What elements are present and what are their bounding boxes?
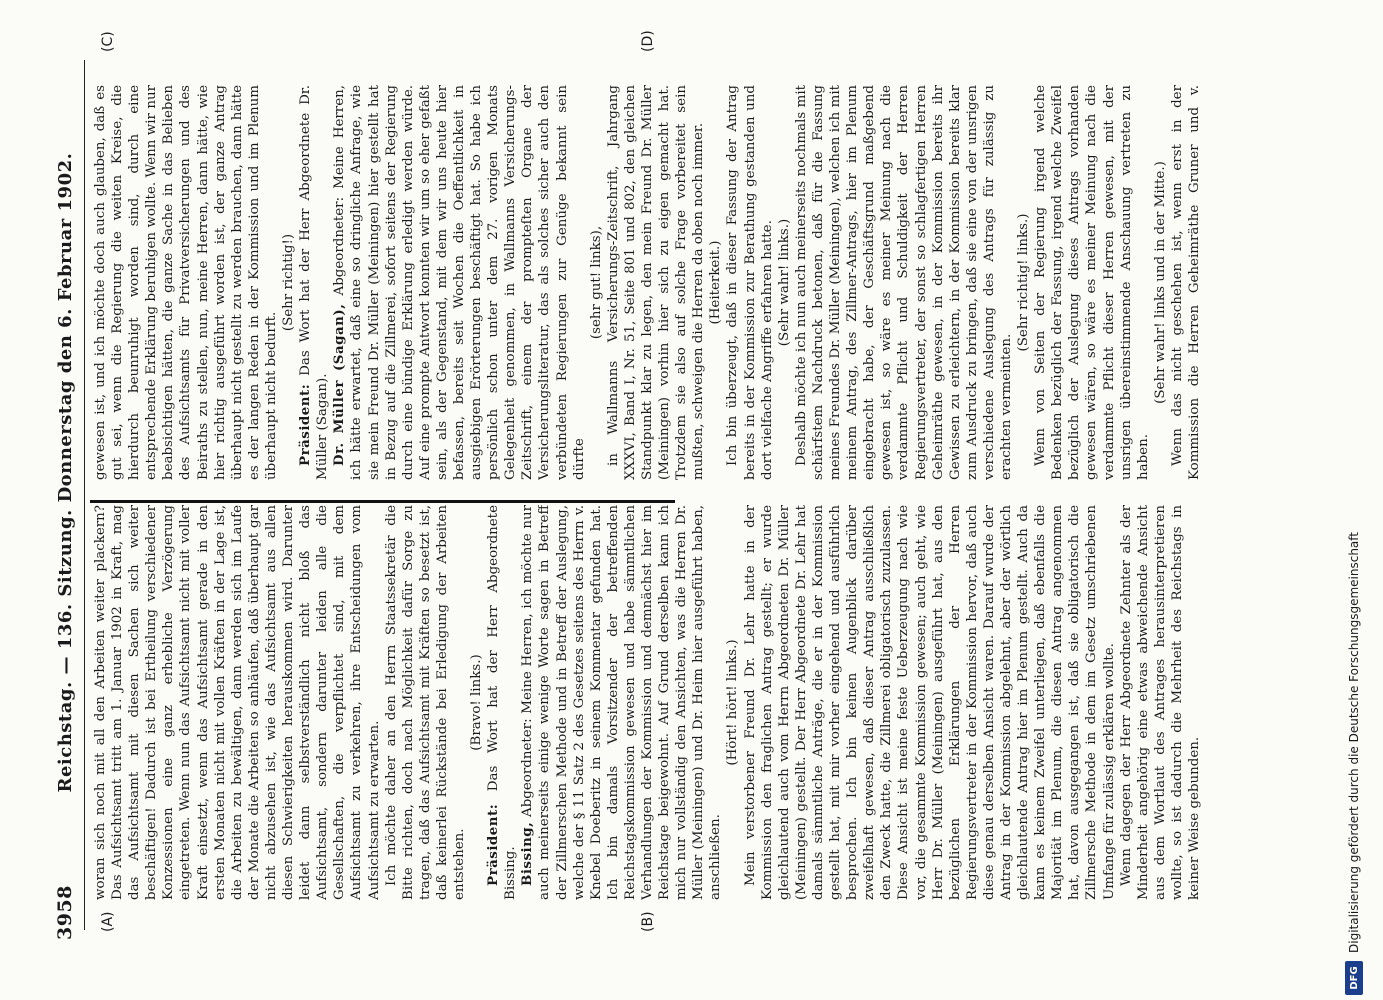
speaker-name: Dr. Müller (Sagan),	[331, 303, 348, 466]
applause-note: (Sehr richtig!)	[281, 233, 297, 332]
page-title: Reichstag. — 136. Sitzung. Donnerstag den 6. Februar 1902.	[54, 152, 76, 793]
margin-mark-c: (C)	[100, 31, 116, 52]
applause-note: (Sehr richtig! links.)	[1016, 213, 1032, 352]
paragraph: Mein verstorbener Freund Dr. Lehr hatte in der Kommission den fraglichen Antrag gestellt; er wurde gleichlautend auch vom Herrn Abgeordneten Dr. Müller (Meiningen) gestellt. Der Herr Abgeordnete Dr. Lehr hat damals sämmtliche Anträge, die er in der Kommission gestellt hat, mit mir vorher eingehend und ausführlich besprochen. Ich bin keinen Augenblick darüber zweifelhaft gewesen, daß dieser Antrag ausschließlich den Zweck hatte, die Zillmerei obligatorisch zuzulassen. Diese Ansicht ist meine feste Ueberzeugung nach wie vor, die gesammte Kommission gewesen; auch geht, wie Herr Dr. Müller (Meiningen) ausgeführt hat, aus den bezüglichen Erklärungen der Herren Regierungsvertreter in der Kommission hervor, daß auch diese genau derselben Ansicht waren. Darauf wurde der Antrag in der Kommission abgelehnt, aber der wörtlich gleichlautende Antrag hier im Plenum gestellt. Auch da kann es keinem Zweifel unterliegen, daß ebenfalls die Majorität im Plenum, die diesen Antrag angenommen hat, davon ausgegangen ist, daß sie obligatorisch die Zillmersche Methode in dem im Gesetz umschriebenen Umfange für zulässig erklären wollte.	[742, 505, 1117, 900]
speaker-name: Präsident:	[297, 383, 314, 466]
left-column	[92, 505, 1202, 900]
speaker-name: Bissing,	[519, 821, 536, 886]
paragraph: gewesen ist, und ich möchte doch auch glauben, daß es gut sei, wenn die Regierung die weiten Kreise, die hierdurch beunruhigt worden sind, durch eine entsprechende Erklärung beruhigen wollte. Wenn wir nur beabsichtigen hätten, die ganze Sache in das Belieben des Aufsichtsamts für Privatversicherungen und des Beiraths zu stellen, nun, meine Herren, dann hätte, wie hier richtig ausgeführt worden ist, der ganze Antrag überhaupt nicht gestellt zu werden brauchen, dann hätte es der langen Reden in der Kommission und im Plenum überhaupt nicht bedurft.	[93, 85, 279, 480]
right-column	[92, 85, 1202, 480]
page-number: 3958	[54, 885, 76, 940]
paragraph: Deshalb möchte ich nun auch meinerseits nochmals mit schärfstem Nachdruck betonen, daß für die Fassung meines Freundes Dr. Müller (Meiningen), welchen ich mit meinem Antrag, des Zillmer-Antrags, hier im Plenum eingebracht habe, der Geschäftsgrund maßgebend gewesen ist, so wäre es meiner Meinung nach die verdammte Pflicht und Schuldigkeit der Herren Regierungsvertreter, der sonst so schlagfertigen Herren Geheimräthe gewesen, in der Kommission bereits ihr Gewissen zu erleichtern, in der Kommission bereits klar zum Ausdruck zu bringen, daß sie eine von der unsrigen verschiedene Auslegung des Antrags für zulässig zu erachten vermeinten.	[793, 85, 1014, 480]
applause-note: (sehr gut! links),	[588, 225, 604, 340]
margin-mark-d: (D)	[640, 30, 656, 52]
digitization-note: Digitalisierung gefördert durch die Deutsche Forschungsgemeinschaft	[1347, 531, 1361, 953]
applause-note: (Sehr wahr! links.)	[776, 218, 792, 347]
dfg-logo: DFG	[1345, 961, 1363, 995]
margin-mark-b: (B)	[640, 911, 656, 932]
column-divider	[90, 500, 675, 503]
speech-text: Das Wort hat der Herr Abgeordnete Bissing.	[486, 505, 519, 900]
page-header	[40, 60, 90, 940]
paragraph: Wenn dagegen der Herr Abgeordnete Zehnter als der Minderheit angehörig eine etwas abweichende Ansicht aus dem Wortlaut des Antrages herausinterpretieren wollte, so ist dadurch die Mehrheit des Reichstags in keiner Weise gebunden.	[1118, 505, 1202, 900]
header-rule	[84, 60, 85, 930]
applause-note: (Hört! hört! links.)	[725, 639, 741, 766]
paragraph: Wenn das nicht geschehen ist, wenn erst in der Kommission die Herren Geheimräthe Gruner und v.	[1169, 85, 1202, 480]
paragraph: in Wallmanns Versicherungs-Zeitschrift, Jahrgang XXXVI, Band I, Nr. 51, Seite 801 und 802, den gleichen Standpunkt klar zu legen, den mein Freund Dr. Müller (Meiningen) vorhin hier sich zu eigen gemacht hat. Trotzdem sie also auf solche Frage vorbereitet sein mußten, schweigen die Herren da oben noch immer.	[605, 85, 707, 480]
speaker-name: Präsident:	[485, 803, 502, 886]
margin-mark-a: (A)	[100, 911, 116, 932]
paragraph: woran sich noch mit all den Arbeiten weiter plackern? Das Aufsichtsamt tritt am 1. Januar 1902 in Kraft, mag das Aufsichtsamt mit diesen Sachen sich weiter beschäftigen! Dadurch ist bei Ertheilung verschiedener Konzessionen eine ganz erhebliche Verzögerung eingetreten. Wenn nun das Aufsichtsamt nicht mit voller Kraft einsetzt, wenn das Aufsichtsamt gerade in den ersten Monaten nicht mit vollen Kräften in der Lage ist, die Arbeiten zu bewältigen, dann werden sich im Laufe der Monate die Arbeiten so anhäufen, daß überhaupt gar nicht abzusehen ist, wie das Aufsichtsamt aus allen diesen Schwierigkeiten herauskommen wird. Darunter leidet dann selbstverständlich nicht bloß das Aufsichtsamt, sondern darunter leiden alle die Gesellschaften, die verpflichtet sind, mit dem Aufsichtsamt zu verkehren, ihre Entscheidungen vom Aufsichtsamt zu erwarten.	[93, 505, 382, 900]
speech-text: Abgeordneter: Meine Herren, ich möchte nur auch meinerseits einige wenige Worte sagen in Betreff der Zillmerschen Methode und in Betreff der Auslegung, welche der § 11 Satz 2 des Gesetzes seitens des Herrn v. Knebel Doeberitz in seinem Kommentar gefunden hat. Ich bin damals Vorsitzender der betreffenden Reichstagskommission gewesen und habe sämmtlichen Verhandlungen der Kommission und demnächst hier im Reichstage beigewohnt. Auf Grund derselben kann ich mich nur vollständig den Ansichten, was die Herren Dr. Müller (Meiningen) und Dr. Heim hier ausgeführt haben, anschließen.	[520, 505, 724, 900]
paragraph: Ich möchte daher an den Herrn Staatssekretär die Bitte richten, doch nach Möglichkeit dafür Sorge zu tragen, daß das Aufsichtsamt mit Kräften so besetzt ist, daß keinerlei Rückstände bei Erledigung der Arbeiten entstehen.	[383, 505, 467, 900]
paragraph: Wenn von Seiten der Regierung irgend welche Bedenken bezüglich der Fassung, irgend welche Zweifel bezüglich der Auslegung dieses Antrags vorhanden gewesen wären, so wäre es meiner Meinung nach die verdammte Pflicht dieser Herren gewesen, mit der unsrigen übereinstimmende Anschauung vertreten zu haben.	[1033, 85, 1151, 480]
speech-text: Abgeordneter: Meine Herren, ich hätte erwartet, daß eine so dringliche Anfrage, wie sie mein Freund Dr. Müller (Meiningen) hier gestellt hat in Bezug auf die Zillmerei, sofort seitens der Regierung durch eine bündige Erklärung erledigt werden würde. Auf eine prompte Antwort konnten wir um so eher gefaßt sein, als der Gegenstand, mit dem wir uns heute hier befassen, bereits seit Wochen die Oeffentlichkeit in ausgiebigen Erörterungen beschäftigt hat. So habe ich persönlich schon unter dem 27. vorigen Monats Gelegenheit genommen, in Wallmanns Versicherungs-Zeitschrift, einem der prompteſten Organe der Versicherungsliteratur, das als solches sicher auch den verbündeten Regierungen zur Genüge bekannt sein dürfte	[332, 85, 587, 480]
applause-note: (Sehr wahr! links und in der Mitte.)	[1152, 161, 1168, 404]
speech-text: Das Wort hat der Herr Abgeordnete Dr. Müller (Sagan).	[298, 85, 331, 480]
applause-note: (Heiterkeit.)	[708, 240, 724, 325]
applause-note: (Bravo! links.)	[469, 654, 485, 751]
paragraph: Ich bin überzeugt, daß in dieser Fassung der Antrag bereits in der Kommission zur Berathung gestanden und dort vielfache Angriffe erfahren hatte.	[725, 85, 775, 480]
digitization-footer	[1345, 35, 1363, 995]
